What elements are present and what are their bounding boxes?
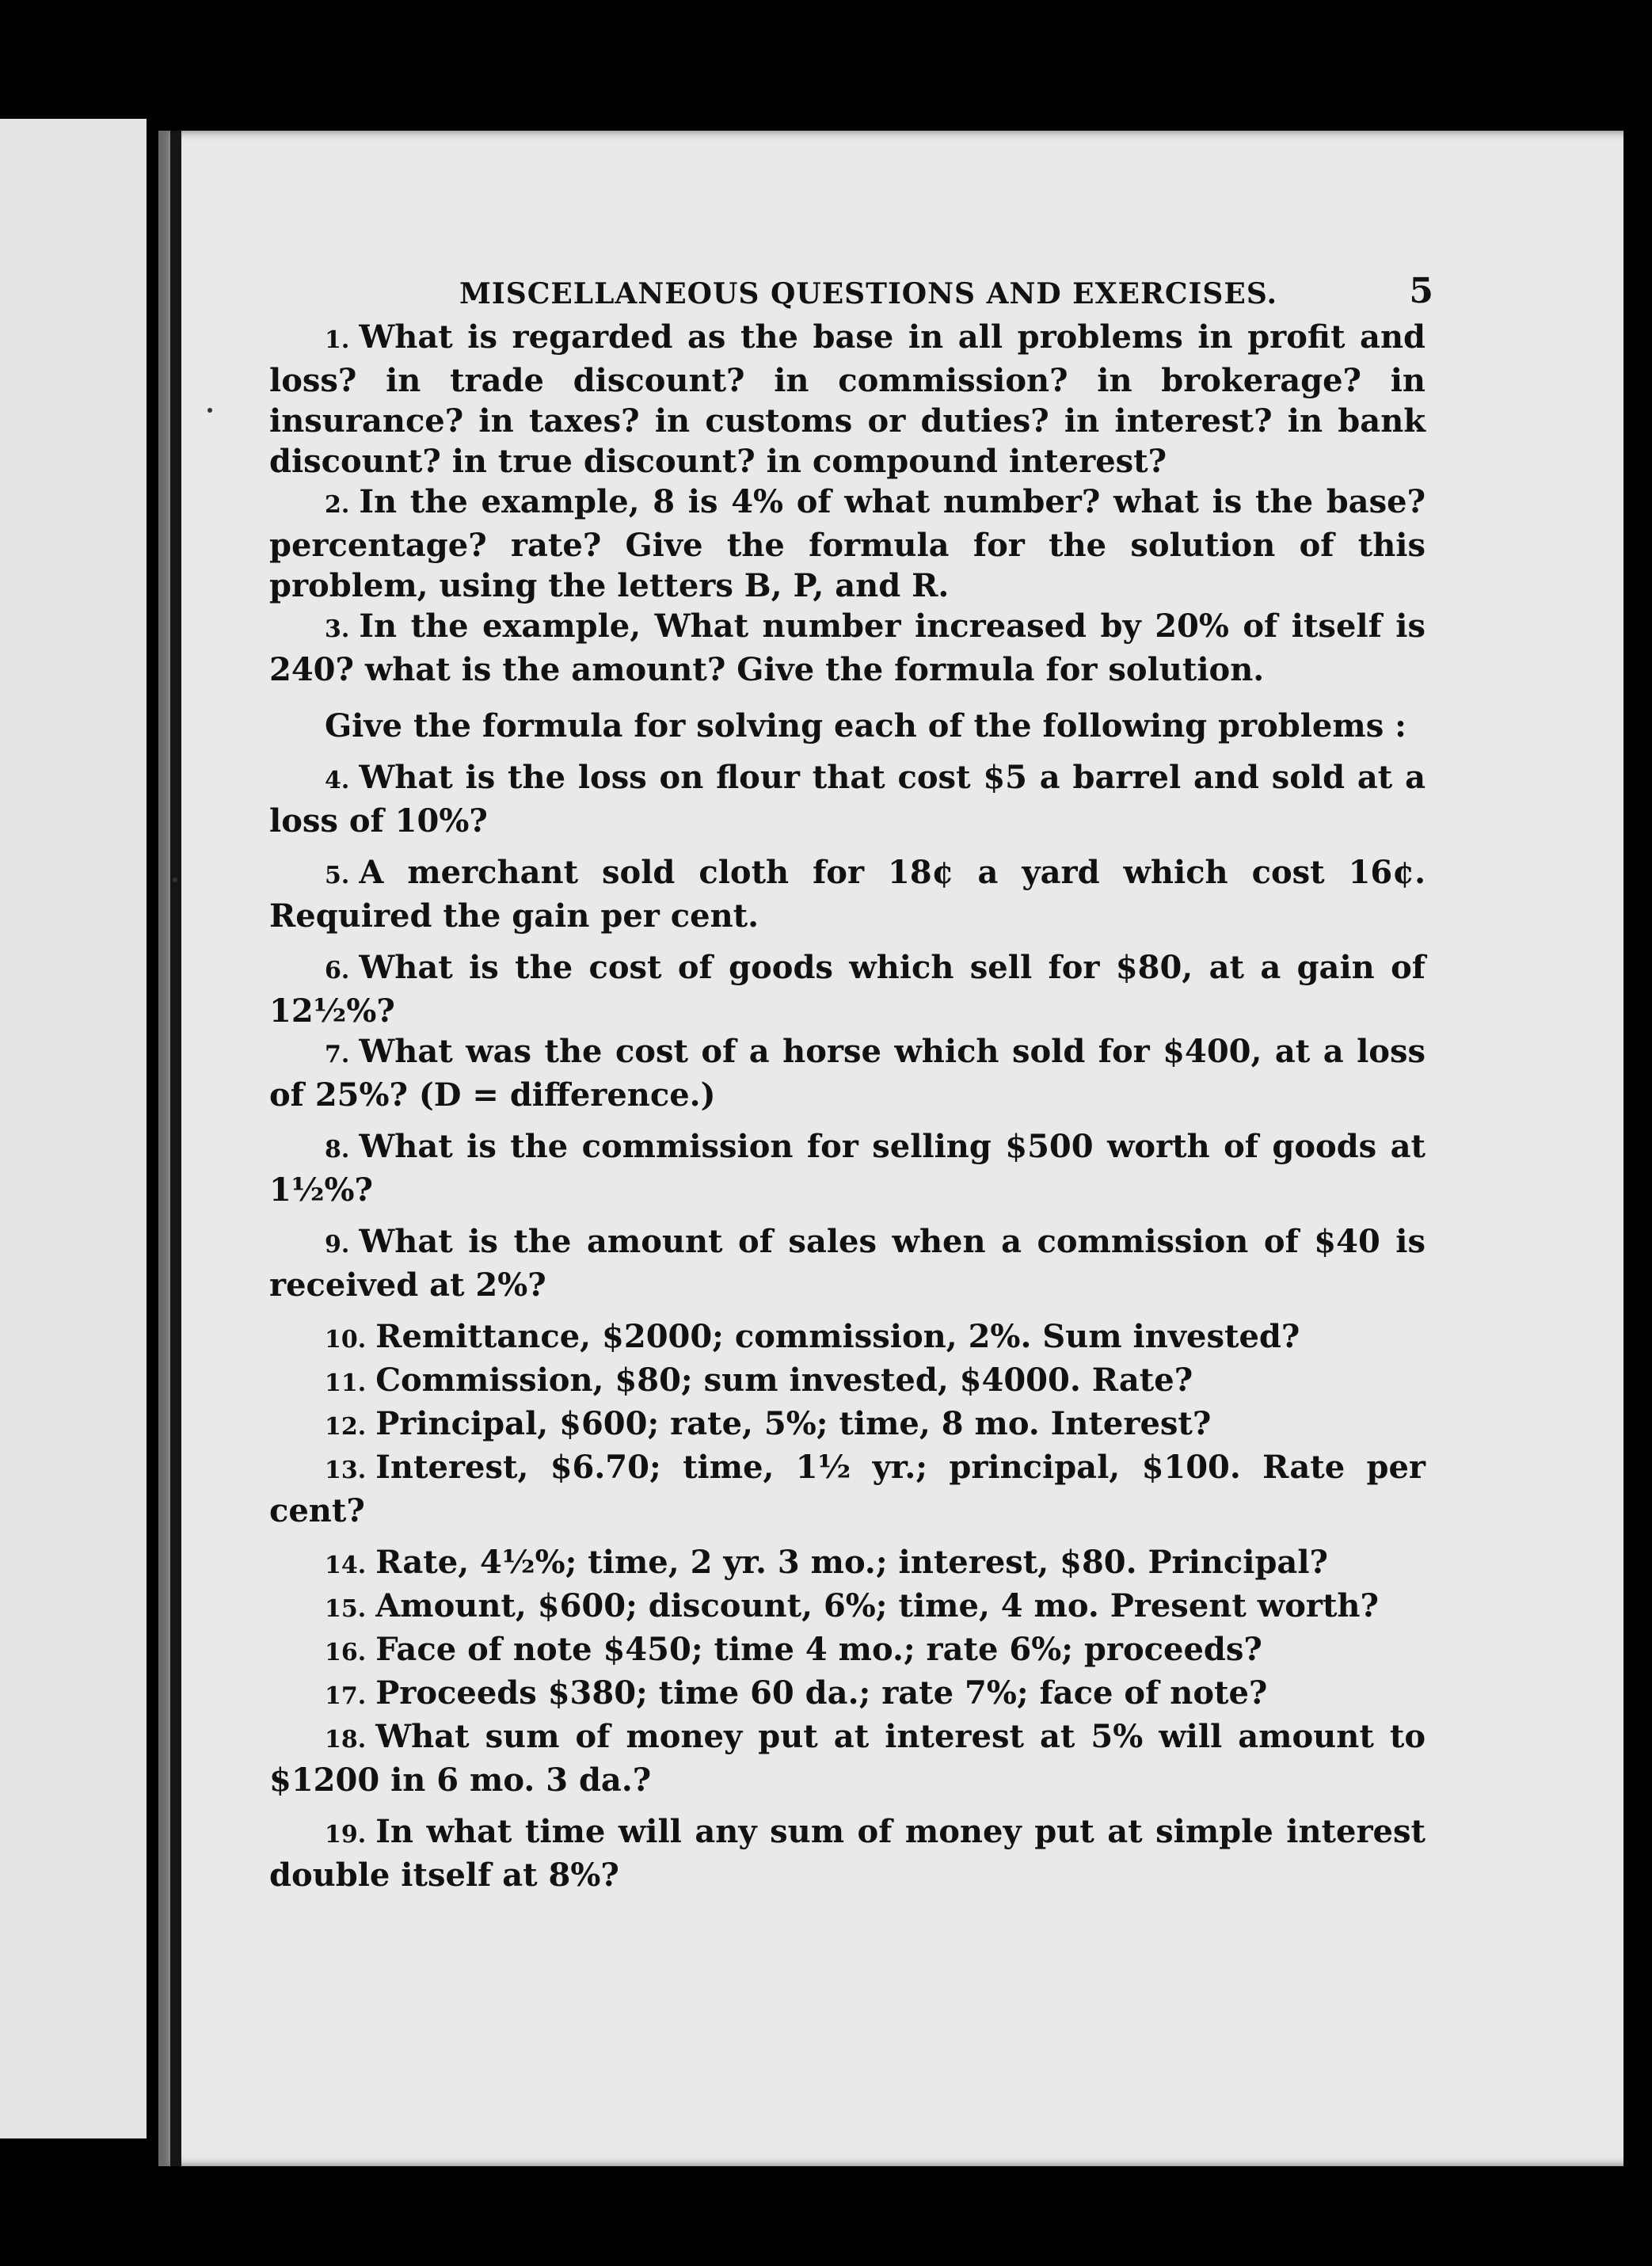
problem-2 (269, 482, 1426, 606)
problem-text: In the example, What number increased by 20% of itself is 240? what is the amount? Give the formula for solution. (269, 607, 1426, 688)
problem-13 (269, 1447, 1426, 1531)
problem-number: 12. (325, 1413, 367, 1441)
problem-1 (269, 317, 1426, 482)
problem-3 (269, 606, 1426, 690)
problem-8 (269, 1126, 1426, 1210)
problem-17 (269, 1673, 1426, 1716)
problem-text: Face of note $450; time 4 mo.; rate 6%; proceeds? (375, 1631, 1262, 1668)
problem-number: 17. (325, 1682, 367, 1710)
problem-text: Interest, $6.70; time, 1½ yr.; principal, $100. Rate per cent? (269, 1449, 1426, 1529)
page-header (269, 261, 1433, 317)
problem-text: Principal, $600; rate, 5%; time, 8 mo. Interest? (375, 1405, 1212, 1442)
problem-text: What is the loss on flour that cost $5 a barrel and sold at a loss of 10%? (269, 759, 1426, 840)
problem-text: Rate, 4½%; time, 2 yr. 3 mo.; interest, $80. Principal? (375, 1544, 1328, 1581)
problem-12 (269, 1403, 1426, 1447)
problem-18 (269, 1716, 1426, 1800)
problem-number: 18. (325, 1726, 367, 1754)
problem-6 (269, 947, 1426, 1031)
problem-text: In the example, 8 is 4% of what number? what is the base? percentage? rate? Give the formula for the solution of this problem, using the letters B, P, and R. (269, 483, 1426, 604)
page-content (269, 261, 1433, 1895)
problem-text: Amount, $600; discount, 6%; time, 4 mo. Present worth? (375, 1587, 1379, 1624)
problem-text: Commission, $80; sum invested, $4000. Rate? (375, 1362, 1193, 1399)
page-gutter-shadow (170, 131, 181, 2166)
problem-number: 9. (325, 1231, 350, 1259)
problem-number: 7. (325, 1041, 350, 1068)
problem-9 (269, 1221, 1426, 1305)
problem-number: 13. (325, 1457, 367, 1484)
ink-speck (207, 408, 212, 413)
problem-15 (269, 1586, 1426, 1629)
problem-number: 2. (325, 491, 350, 519)
problem-number: 19. (325, 1821, 367, 1849)
problem-text: What is the commission for selling $500 worth of goods at 1½%? (269, 1128, 1426, 1209)
problem-text: What is the amount of sales when a commission of $40 is received at 2%? (269, 1223, 1426, 1304)
problem-number: 15. (325, 1595, 367, 1623)
problem-19 (269, 1811, 1426, 1895)
problem-text: What is the cost of goods which sell for $80, at a gain of 12½%? (269, 949, 1426, 1030)
problem-number: 1. (325, 326, 350, 354)
problem-number: 4. (325, 767, 350, 794)
problem-text: Remittance, $2000; commission, 2%. Sum invested? (375, 1318, 1300, 1355)
problem-5 (269, 852, 1426, 936)
facing-page-edge (0, 119, 147, 2138)
section-intro: Give the formula for solving each of the following problems : (325, 707, 1406, 745)
problem-4 (269, 757, 1426, 841)
problem-text: In what time will any sum of money put at simple interest double itself at 8%? (269, 1813, 1426, 1894)
problem-text: Proceeds $380; time 60 da.; rate 7%; face of note? (375, 1674, 1268, 1712)
problem-number: 5. (325, 862, 350, 889)
problem-14 (269, 1542, 1426, 1586)
problem-16 (269, 1629, 1426, 1673)
problem-text: What sum of money put at interest at 5% will amount to $1200 in 6 mo. 3 da.? (269, 1718, 1426, 1799)
problem-number: 10. (325, 1326, 367, 1354)
problem-number: 8. (325, 1136, 350, 1163)
page-number: 5 (1409, 271, 1433, 311)
problem-7 (269, 1031, 1426, 1115)
problem-text: What was the cost of a horse which sold for $400, at a loss of 25%? (D = difference.) (269, 1033, 1426, 1114)
problem-11 (269, 1360, 1426, 1403)
problem-text: What is regarded as the base in all problems in profit and loss? in trade discount? in commission? in brokerage? in insurance? in taxes? in customs or duties? in interest? in bank discount? in true discount? in compound interest? (269, 318, 1426, 480)
running-head: MISCELLANEOUS QUESTIONS AND EXERCISES. (459, 277, 1278, 310)
problem-text: A merchant sold cloth for 18¢ a yard which cost 16¢. Required the gain per cent. (269, 854, 1426, 935)
problem-10 (269, 1316, 1426, 1360)
problem-number: 14. (325, 1552, 367, 1579)
problem-number: 16. (325, 1639, 367, 1666)
problem-number: 11. (325, 1369, 367, 1397)
ink-speck (173, 878, 177, 882)
problem-number: 3. (325, 615, 350, 643)
problem-number: 6. (325, 957, 350, 984)
